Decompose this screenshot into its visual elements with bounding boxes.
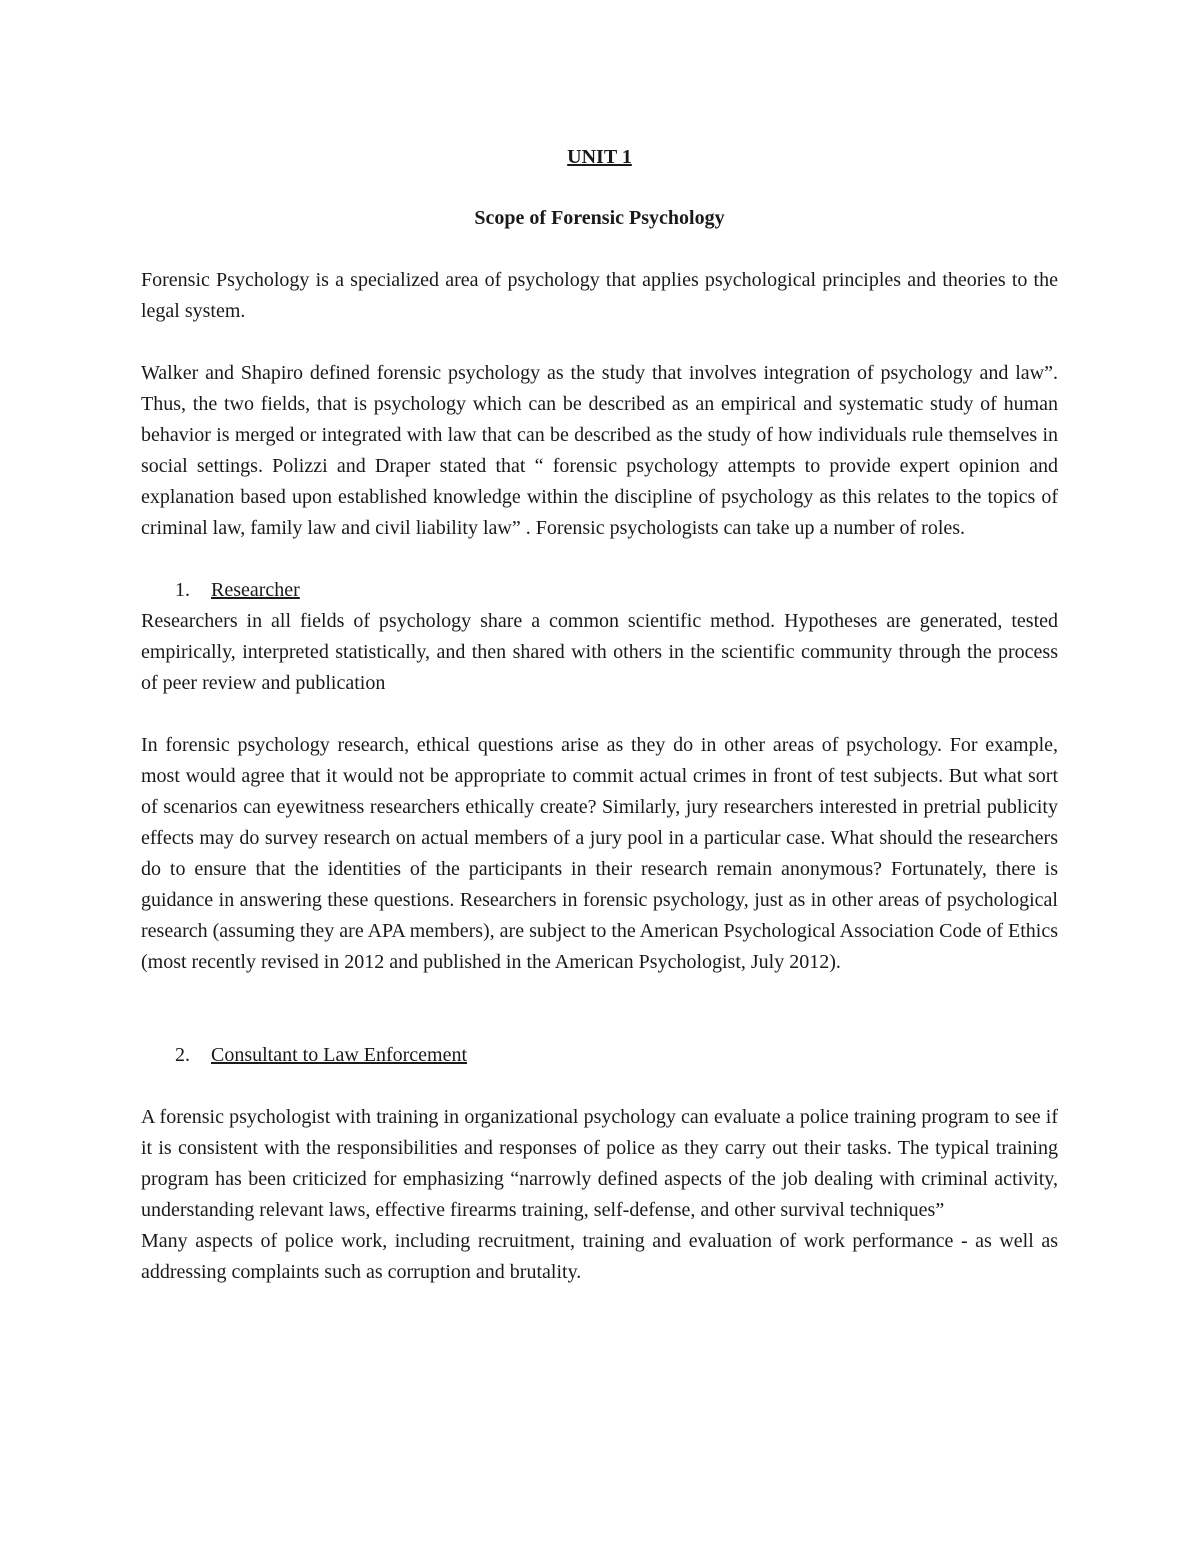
list-number: 2. [175, 1044, 190, 1066]
intro-paragraph: Forensic Psychology is a specialized area of psychology that applies psychological principles and theories to the legal system. [141, 269, 1058, 322]
researcher-paragraph-2: In forensic psychology research, ethical questions arise as they do in other areas of psychology. For example, most would agree that it would not be appropriate to commit actual crimes in front of test subjects. But what sort of scenarios can eyewitness researchers ethically create? Similarly, jury researchers interested in pretrial publicity effects may do survey research on actual members of a jury pool in a particular case. What should the researchers do to ensure that the identities of the participants in their research remain anonymous? Fortunately, there is guidance in answering these questions. Researchers in forensic psychology, just as in other areas of psychological research (assuming they are APA members), are subject to the American Psychological Association Code of Ethics (most recently revised in 2012 and published in the American Psychologist, July 2012). [141, 734, 1058, 973]
document-title: Scope of Forensic Psychology [474, 207, 725, 229]
document-page [141, 142, 1058, 1288]
list-number: 1. [175, 579, 190, 601]
consultant-paragraph-1: A forensic psychologist with training in organizational psychology can evaluate a police training program to see if it is consistent with the responsibilities and responses of police as they carry out their tasks. The typical training program has been criticized for emphasizing “narrowly defined aspects of the job dealing with criminal activity, understanding relevant laws, effective firearms training, self-defense, and other survival techniques” [141, 1106, 1058, 1221]
list-item-consultant [141, 1040, 1058, 1071]
unit-title: UNIT 1 [567, 146, 632, 168]
list-item-researcher [141, 575, 1058, 606]
list-label: Researcher [211, 579, 300, 601]
list-label: Consultant to Law Enforcement [211, 1044, 468, 1066]
definition-paragraph: Walker and Shapiro defined forensic psychology as the study that involves integration of psychology and law”. Thus, the two fields, that is psychology which can be described as an empirical and systematic study of human behavior is merged or integrated with law that can be described as the study of how individuals rule themselves in social settings. Polizzi and Draper stated that “ forensic psychology attempts to provide expert opinion and explanation based upon established knowledge within the discipline of psychology as this relates to the topics of criminal law, family law and civil liability law” . Forensic psychologists can take up a number of roles. [141, 362, 1058, 539]
consultant-paragraph-2: Many aspects of police work, including recruitment, training and evaluation of work performance - as well as addressing complaints such as corruption and brutality. [141, 1230, 1058, 1283]
researcher-paragraph-1: Researchers in all fields of psychology share a common scientific method. Hypotheses are generated, tested empirically, interpreted statistically, and then shared with others in the scientific community through the process of peer review and publication [141, 610, 1058, 694]
